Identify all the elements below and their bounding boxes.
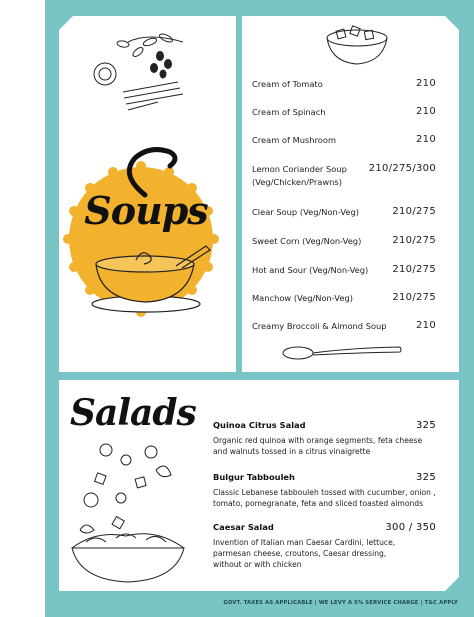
soup-price: 210 xyxy=(416,106,436,117)
soups-title: Soups xyxy=(84,188,208,233)
soups-menu-card xyxy=(242,16,459,372)
salad-name: Quinoa Citrus Salad xyxy=(213,420,306,430)
soup-name: Sweet Corn (Veg/Non-Veg) xyxy=(252,236,362,246)
footer-note: GOVT. TAXES AS APPLICABLE | WE LEVY A 5% SERVICE CHARGE | T&C APPLY xyxy=(223,600,458,606)
soup-bowl-icon xyxy=(84,236,214,316)
salads-title: Salads xyxy=(70,392,196,434)
list-item xyxy=(213,420,448,457)
list-item xyxy=(213,522,448,570)
salad-name: Bulgur Tabbouleh xyxy=(213,472,295,482)
salad-description: Organic red quinoa with orange segments, feta cheese and walnuts tossed in a citrus vinaigrette xyxy=(213,436,423,456)
soup-price: 210/275 xyxy=(392,206,436,217)
soup-price: 210/275 xyxy=(392,292,436,303)
salad-description: Invention of Italian man Caesar Cardini, lettuce, parmesan cheese, croutons, Caesar dressing, without or with chicken xyxy=(213,538,396,569)
soup-price: 210/275/300 xyxy=(368,163,436,174)
salad-description: Classic Lebanese tabbouleh tossed with cucumber, onion , tomato, pomegranate, feta and sliced toasted almonds xyxy=(213,488,436,508)
soup-name: Cream of Spinach xyxy=(252,107,326,117)
list-item xyxy=(213,472,448,509)
soup-price: 210/275 xyxy=(392,264,436,275)
bowl-sketch-icon xyxy=(323,22,391,66)
salad-price: 300 / 350 xyxy=(385,522,436,533)
salad-price: 325 xyxy=(416,420,436,431)
soup-price: 210 xyxy=(416,134,436,145)
vegetables-sketch-icon xyxy=(88,22,198,122)
soup-name: Cream of Mushroom xyxy=(252,135,337,145)
soup-name: Hot and Sour (Veg/Non-Veg) xyxy=(252,265,369,275)
soup-price: 210/275 xyxy=(392,235,436,246)
salad-name: Caesar Salad xyxy=(213,522,274,532)
soup-price: 210 xyxy=(416,78,436,89)
spoon-icon xyxy=(280,343,405,363)
soup-price: 210 xyxy=(416,320,436,331)
soup-name: Manchow (Veg/Non-Veg) xyxy=(252,293,353,303)
soup-name: Clear Soup (Veg/Non-Veg) xyxy=(252,207,359,217)
salad-price: 325 xyxy=(416,472,436,483)
soup-name: Cream of Tomato xyxy=(252,79,323,89)
soup-name: Creamy Broccoli & Almond Soup xyxy=(252,321,387,331)
salad-bowl-icon xyxy=(66,430,196,588)
soup-name: Lemon Coriander Soup (Veg/Chicken/Prawns) xyxy=(252,164,347,187)
